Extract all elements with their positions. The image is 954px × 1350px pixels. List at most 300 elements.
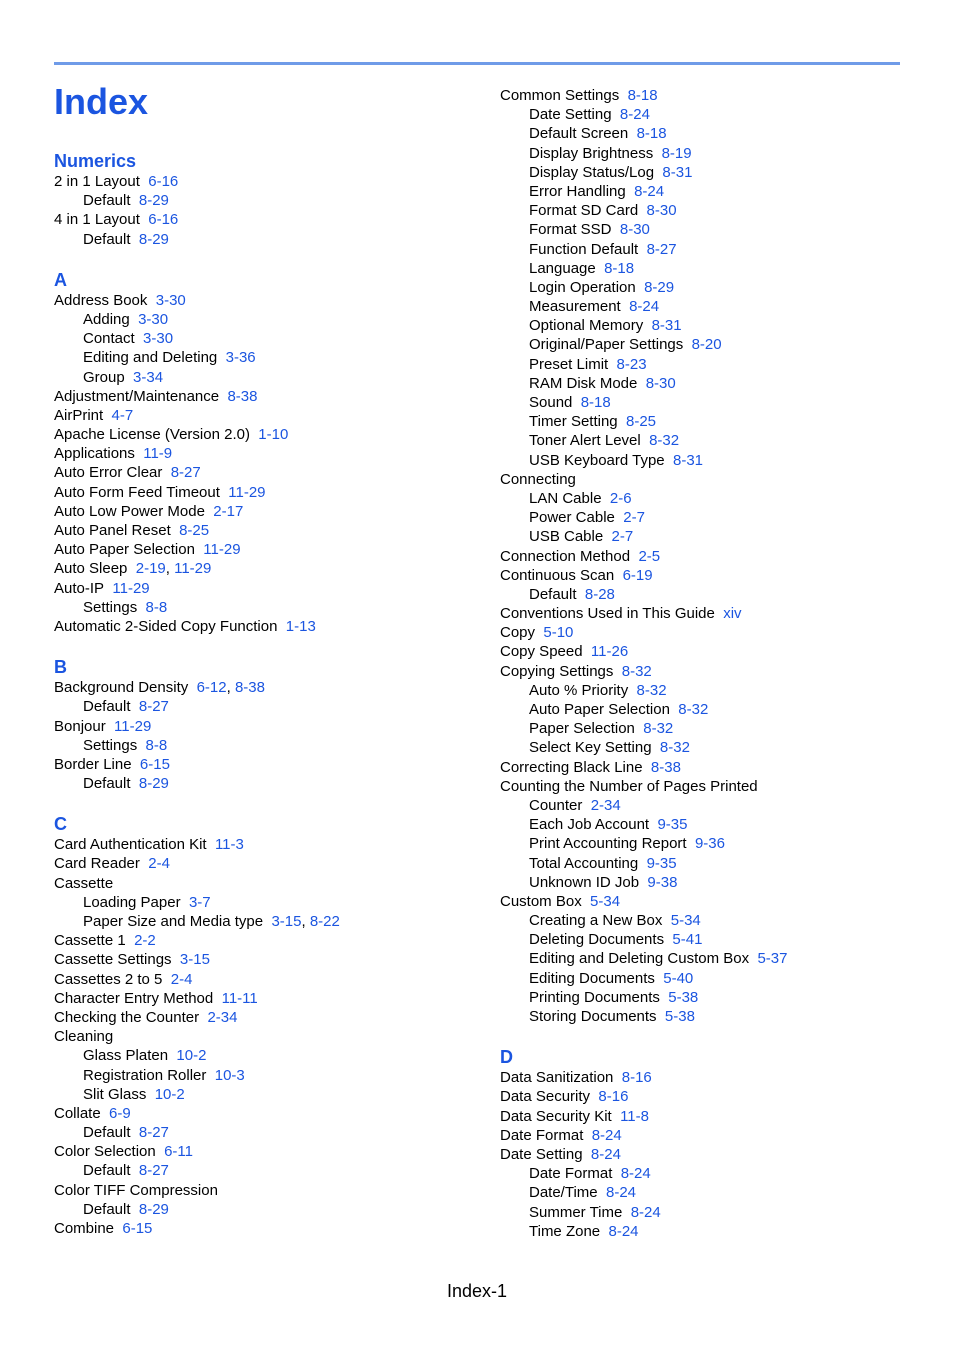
entry-term: Background Density — [54, 679, 189, 697]
entry-term: Connecting — [500, 470, 576, 488]
entry-term: Preset Limit — [529, 355, 609, 373]
index-subentry — [500, 949, 900, 968]
index-subentry — [54, 1066, 454, 1085]
page-link[interactable]: 10-2 — [154, 1085, 185, 1103]
entry-term: Deleting Documents — [529, 931, 665, 949]
index-subentry — [500, 240, 900, 259]
index-subentry — [500, 393, 900, 412]
entry-term: Format SSD — [529, 221, 612, 239]
index-subentry — [500, 681, 900, 700]
index-entry — [500, 1126, 900, 1145]
page-link[interactable]: 11-29 — [112, 579, 150, 597]
index-section — [54, 269, 454, 636]
entry-term: Glass Platen — [83, 1047, 169, 1065]
page-link[interactable]: 8-31 — [672, 451, 704, 469]
page-link[interactable]: 8-32 — [621, 662, 652, 680]
entry-term: Default Screen — [529, 125, 629, 143]
page-link[interactable]: 11-26 — [590, 643, 629, 661]
page-link[interactable]: 8-31 — [651, 317, 682, 335]
page-link[interactable]: 5-40 — [663, 969, 694, 987]
page-link[interactable]: 8-28 — [584, 585, 615, 603]
page-link[interactable]: 3-34 — [133, 368, 164, 386]
index-entry — [54, 406, 454, 425]
page-link[interactable]: 2-5 — [638, 547, 661, 565]
page-link[interactable]: 6-12 — [196, 679, 227, 697]
entry-term: Auto Low Power Mode — [54, 502, 205, 520]
index-section — [500, 86, 900, 1026]
page-link[interactable]: 6-15 — [139, 755, 170, 773]
entry-term: Data Sanitization — [500, 1069, 614, 1087]
page-link[interactable]: 8-29 — [138, 192, 169, 210]
entry-term: Storing Documents — [529, 1008, 657, 1025]
entry-term: Editing and Deleting — [83, 349, 218, 367]
entry-term: Auto Paper Selection — [54, 541, 195, 559]
page-link[interactable]: 6-15 — [122, 1220, 153, 1237]
page-link[interactable]: 11-29 — [203, 541, 241, 559]
index-subentry — [500, 220, 900, 239]
index-entry — [54, 463, 454, 482]
index-subentry — [500, 374, 900, 393]
page-link[interactable]: 8-24 — [605, 1184, 637, 1202]
index-entry — [54, 1142, 454, 1161]
index-subentry — [500, 988, 900, 1007]
entry-term: Date Format — [500, 1126, 584, 1144]
page-link[interactable]: 8-25 — [625, 413, 657, 431]
page-link[interactable]: 8-24 — [620, 1165, 651, 1183]
page-link[interactable]: 8-29 — [138, 230, 169, 248]
page-link[interactable]: 8-32 — [636, 681, 667, 699]
entry-term: AirPrint — [54, 406, 104, 424]
index-entry — [500, 642, 900, 661]
index-entry — [54, 931, 454, 950]
entry-term: Auto-IP — [54, 579, 105, 597]
entry-term: Print Accounting Report — [529, 835, 687, 853]
index-entry — [500, 86, 900, 105]
entry-term: Login Operation — [529, 278, 636, 296]
section-heading: D — [500, 1047, 513, 1068]
page-link[interactable]: 8-38 — [227, 387, 258, 405]
index-subentry — [54, 736, 454, 755]
page-link[interactable]: 8-27 — [138, 698, 169, 716]
page-link[interactable]: 11-8 — [620, 1107, 649, 1125]
index-subentry — [54, 598, 454, 617]
page-link[interactable]: 4-7 — [111, 406, 134, 424]
page-link[interactable]: 10-2 — [176, 1047, 207, 1065]
index-entry — [54, 874, 454, 893]
page-link[interactable]: 6-16 — [148, 173, 179, 190]
index-subentry — [500, 508, 900, 527]
page-link[interactable]: 6-11 — [164, 1143, 193, 1161]
entry-term: Printing Documents — [529, 988, 660, 1006]
index-entry — [54, 989, 454, 1008]
index-entry — [54, 540, 454, 559]
index-subentry — [500, 144, 900, 163]
index-subentry — [500, 815, 900, 834]
entry-term: Original/Paper Settings — [529, 336, 684, 354]
index-subentry — [500, 316, 900, 335]
page-link[interactable]: 6-19 — [622, 566, 653, 584]
page-link[interactable]: 3-15 — [179, 951, 210, 969]
index-column-left — [54, 150, 454, 1258]
page-link[interactable]: 3-7 — [188, 893, 211, 911]
index-entry — [54, 755, 454, 774]
entry-term: USB Cable — [529, 528, 604, 546]
entry-term: Display Brightness — [529, 144, 654, 162]
page-link[interactable]: 2-34 — [590, 796, 621, 814]
entry-term: Date Format — [529, 1165, 613, 1183]
entry-term: Connection Method — [500, 547, 631, 565]
page-link[interactable]: 8-25 — [179, 522, 210, 539]
index-subentry — [500, 738, 900, 757]
entry-term: Power Cable — [529, 509, 615, 527]
page-link[interactable]: 10-3 — [214, 1066, 245, 1084]
page-link[interactable]: 8-18 — [604, 259, 635, 277]
index-section — [54, 813, 454, 1238]
entry-term: Paper Size and Media type — [83, 913, 264, 930]
page-link[interactable]: 2-34 — [207, 1008, 238, 1026]
page-link[interactable]: 1-13 — [285, 617, 316, 635]
page-link[interactable]: 8-24 — [630, 1203, 661, 1221]
index-entry: Background Density 6-12, 8-38 — [54, 679, 265, 697]
index-entry — [54, 950, 454, 969]
index-subentry — [500, 182, 900, 201]
page-link[interactable]: 8-32 — [678, 701, 709, 718]
entry-term: Default — [83, 230, 131, 248]
entry-term: Counter — [529, 796, 583, 814]
index-subentry — [500, 854, 900, 873]
entry-term: Total Accounting — [529, 854, 639, 872]
page-link[interactable]: 8-32 — [649, 432, 680, 450]
page-link[interactable]: 5-41 — [672, 931, 703, 949]
page-link[interactable]: 2-4 — [148, 855, 170, 873]
page-link[interactable]: 8-23 — [616, 355, 647, 373]
page-link[interactable]: 5-37 — [757, 950, 788, 968]
page-link[interactable]: 8-18 — [580, 394, 611, 411]
page-link[interactable]: 11-29 — [114, 717, 152, 735]
page-link[interactable]: 8-38 — [234, 679, 265, 697]
entry-term: Default — [83, 1162, 131, 1180]
page-link[interactable]: 11-11 — [221, 989, 258, 1007]
page-link[interactable]: 8-27 — [138, 1162, 169, 1180]
entry-term: Data Security — [500, 1088, 591, 1106]
page-link[interactable]: 8-8 — [145, 736, 168, 754]
index-entry — [54, 1104, 454, 1123]
page-link[interactable]: 8-19 — [661, 144, 692, 162]
page-link[interactable]: 1-10 — [258, 426, 289, 444]
entry-term: Custom Box — [500, 892, 582, 910]
index-subentry — [54, 329, 454, 348]
entry-term: Settings — [83, 598, 138, 616]
entry-term: Character Entry Method — [54, 989, 214, 1007]
page-link[interactable]: 8-18 — [627, 87, 658, 104]
index-subentry — [500, 431, 900, 450]
index-subentry — [54, 1046, 454, 1065]
index-subentry — [54, 893, 454, 912]
index-entry — [54, 1008, 454, 1027]
index-section — [500, 1046, 900, 1241]
index-subentry — [500, 1164, 900, 1183]
page-link[interactable]: 5-10 — [543, 624, 574, 642]
index-entry — [500, 1107, 900, 1126]
index-subentry — [500, 259, 900, 278]
index-subentry — [54, 1161, 454, 1180]
page-link[interactable]: 8-31 — [662, 163, 693, 181]
section-heading: B — [54, 657, 67, 678]
index-entry — [500, 547, 900, 566]
index-entry — [500, 623, 900, 642]
page-link[interactable]: 8-27 — [138, 1124, 169, 1142]
entry-term: Default — [83, 192, 131, 210]
page-link[interactable]: 11-29 — [228, 483, 266, 501]
index-subentry — [54, 348, 454, 367]
index-entry — [500, 662, 900, 681]
page-link[interactable]: 5-38 — [668, 988, 699, 1006]
page-link[interactable]: 6-16 — [148, 211, 179, 229]
entry-term: Select Key Setting — [529, 739, 652, 757]
index-subentry — [500, 201, 900, 220]
index-subentry: Paper Size and Media type 3-15, 8-22 — [83, 913, 340, 930]
page-link[interactable]: 6-9 — [109, 1104, 131, 1122]
index-entry — [54, 617, 454, 636]
page-number: Index-1 — [446, 1281, 508, 1301]
page-link[interactable]: 8-24 — [619, 106, 650, 124]
index-subentry — [500, 451, 900, 470]
entry-term: Automatic 2-Sided Copy Function — [54, 617, 278, 635]
index-subentry — [500, 297, 900, 316]
index-subentry — [500, 412, 900, 431]
index-subentry — [500, 1203, 900, 1222]
entry-term: Auto Sleep — [54, 560, 128, 578]
entry-term: Unknown ID Job — [529, 873, 640, 891]
index-subentry — [500, 1007, 900, 1026]
page-link[interactable]: 8-30 — [619, 221, 650, 239]
entry-term: Error Handling — [529, 182, 626, 200]
index-entry — [54, 502, 454, 521]
section-heading: C — [54, 814, 67, 835]
index-subentry — [500, 355, 900, 374]
index-entry — [54, 444, 454, 463]
entry-term: Adding — [83, 310, 130, 328]
entry-term: Address Book — [54, 291, 148, 309]
index-subentry — [500, 796, 900, 815]
entry-term: Copying Settings — [500, 662, 614, 680]
index-subentry — [500, 489, 900, 508]
entry-term: Editing and Deleting Custom Box — [529, 950, 750, 968]
page-link[interactable]: 8-24 — [634, 182, 665, 200]
entry-term: Each Job Account — [529, 816, 650, 834]
page-link[interactable]: 5-38 — [664, 1008, 695, 1025]
index-subentry — [500, 105, 900, 124]
index-subentry — [500, 873, 900, 892]
entry-term: Registration Roller — [83, 1066, 207, 1084]
page-link[interactable]: 8-30 — [646, 202, 677, 220]
page-link[interactable]: 2-19 — [135, 560, 166, 578]
index-subentry — [500, 527, 900, 546]
page-link[interactable]: 9-35 — [657, 816, 688, 834]
entry-term: Display Status/Log — [529, 163, 655, 181]
page-link[interactable]: 8-27 — [170, 464, 201, 482]
page-link[interactable]: 11-9 — [143, 445, 173, 463]
entry-term: Date Setting — [529, 106, 612, 124]
page-link[interactable]: 11-29 — [174, 560, 212, 578]
page-link[interactable]: 3-36 — [225, 349, 256, 367]
page-link[interactable]: 9-35 — [646, 854, 677, 872]
index-subentry — [500, 834, 900, 853]
index-entry — [54, 835, 454, 854]
entry-term: Applications — [54, 445, 135, 463]
index-subentry — [54, 774, 454, 793]
page-link[interactable]: 8-29 — [138, 775, 169, 793]
entry-term: Conventions Used in This Guide — [500, 605, 715, 623]
index-entry — [500, 1145, 900, 1164]
index-entry — [500, 566, 900, 585]
entry-term: Correcting Black Line — [500, 758, 643, 776]
page-link[interactable]: 8-32 — [643, 720, 674, 738]
entry-term: Auto Paper Selection — [529, 701, 670, 718]
section-heading: Numerics — [54, 151, 137, 171]
page-link[interactable]: 8-24 — [608, 1222, 639, 1240]
index-subentry — [500, 585, 900, 604]
page-link[interactable]: 9-36 — [694, 835, 725, 853]
page-link[interactable]: 8-24 — [590, 1145, 621, 1163]
index-entry — [54, 579, 454, 598]
entry-term: Cassette 1 — [54, 932, 126, 950]
page-link[interactable]: 2-17 — [213, 502, 244, 520]
entry-term: Continuous Scan — [500, 566, 615, 584]
index-subentry — [500, 163, 900, 182]
index-subentry — [500, 700, 900, 719]
page-link[interactable]: 8-20 — [691, 336, 722, 354]
header-rule — [54, 62, 900, 65]
index-subentry — [54, 191, 454, 210]
page-link[interactable]: 8-22 — [309, 913, 340, 930]
entry-term: Card Authentication Kit — [54, 836, 207, 854]
index-subentry — [500, 124, 900, 143]
entry-term: Editing Documents — [529, 969, 655, 987]
page-link[interactable]: 8-29 — [138, 1200, 169, 1218]
entry-term: Time Zone — [529, 1222, 601, 1240]
page-link[interactable]: 8-24 — [629, 298, 660, 316]
entry-term: Cleaning — [54, 1028, 114, 1046]
entry-term: Default — [83, 698, 131, 716]
entry-term: Cassette Settings — [54, 951, 172, 969]
entry-term: Creating a New Box — [529, 912, 663, 930]
index-entry — [500, 1087, 900, 1106]
index-subentry — [500, 1222, 900, 1241]
entry-term: Sound — [529, 394, 573, 411]
entry-term: Cassette — [54, 874, 114, 892]
index-entry — [54, 425, 454, 444]
entry-term: Summer Time — [529, 1203, 623, 1221]
entry-term: Combine — [54, 1220, 115, 1237]
page-link[interactable]: 3-30 — [143, 330, 174, 348]
page-link[interactable]: 3-15 — [271, 913, 302, 930]
index-subentry — [54, 310, 454, 329]
page-link[interactable]: 3-30 — [138, 310, 169, 328]
page-link[interactable]: 8-16 — [621, 1069, 652, 1087]
entry-term: Group — [83, 368, 125, 386]
page-link[interactable]: 8-30 — [645, 374, 676, 392]
index-subentry — [500, 1183, 900, 1202]
entry-term: 4 in 1 Layout — [54, 211, 140, 229]
index-entry — [500, 470, 900, 489]
index-entry — [500, 758, 900, 777]
page-link[interactable]: 5-34 — [590, 892, 621, 910]
index-subentry — [54, 230, 454, 249]
entry-term: Checking the Counter — [54, 1008, 200, 1026]
index-entry — [500, 604, 900, 623]
index-entry — [54, 521, 454, 540]
index-subentry — [500, 335, 900, 354]
index-column-right — [500, 86, 900, 1261]
entry-term: Apache License (Version 2.0) — [54, 426, 250, 444]
page-link[interactable]: 2-6 — [609, 489, 632, 507]
index-entry — [54, 483, 454, 502]
entry-term: Contact — [83, 330, 135, 348]
index-subentry — [500, 719, 900, 738]
page-link[interactable]: xiv — [723, 605, 742, 623]
entry-term: Card Reader — [54, 855, 140, 873]
page-link[interactable]: 2-7 — [623, 509, 645, 527]
page-link[interactable]: 8-32 — [659, 739, 690, 757]
entry-term: LAN Cable — [529, 489, 602, 507]
page-link[interactable]: 8-18 — [636, 125, 667, 143]
index-subentry — [500, 911, 900, 930]
page-link[interactable]: 8-24 — [591, 1126, 622, 1144]
page-link[interactable]: 8-16 — [598, 1088, 629, 1106]
entry-term: Slit Glass — [83, 1085, 147, 1103]
index-entry — [54, 854, 454, 873]
entry-term: Copy — [500, 624, 536, 642]
entry-term: Function Default — [529, 240, 639, 258]
entry-term: Color TIFF Compression — [54, 1181, 218, 1199]
page-link[interactable]: 8-29 — [644, 278, 675, 296]
entry-term: Collate — [54, 1104, 101, 1122]
page-link[interactable]: 2-7 — [611, 528, 634, 546]
entry-term: Auto Form Feed Timeout — [54, 483, 220, 501]
page-link[interactable]: 8-38 — [650, 758, 681, 776]
index-entry — [54, 1219, 454, 1238]
page-link[interactable]: 3-30 — [155, 291, 186, 309]
index-entry — [500, 777, 900, 796]
index-entry — [54, 172, 454, 191]
index-entry — [54, 387, 454, 406]
entry-term: Default — [83, 1200, 131, 1218]
entry-term: Optional Memory — [529, 317, 644, 335]
entry-term: Cassettes 2 to 5 — [54, 970, 163, 988]
entry-term: USB Keyboard Type — [529, 451, 665, 469]
page-link[interactable]: 9-38 — [647, 873, 678, 891]
page-link[interactable]: 2-4 — [170, 970, 193, 988]
entry-term: Date/Time — [529, 1184, 598, 1202]
index-subentry — [54, 1085, 454, 1104]
page-link[interactable]: 8-8 — [145, 598, 168, 616]
page-link[interactable]: 5-34 — [670, 912, 701, 930]
index-entry — [54, 291, 454, 310]
entry-term: Default — [83, 1124, 131, 1142]
index-section — [54, 150, 454, 249]
page-link[interactable]: 8-27 — [646, 240, 677, 258]
page-link[interactable]: 2-2 — [134, 932, 156, 950]
entry-term: Auto Error Clear — [54, 464, 163, 482]
index-subentry — [500, 969, 900, 988]
entry-term: Adjustment/Maintenance — [54, 387, 220, 405]
index-entry: Auto Sleep 2-19, 11-29 — [54, 560, 212, 578]
index-entry — [54, 970, 454, 989]
entry-term: Date Setting — [500, 1145, 583, 1163]
index-subentry — [54, 1200, 454, 1219]
page-link[interactable]: 11-3 — [214, 836, 244, 854]
